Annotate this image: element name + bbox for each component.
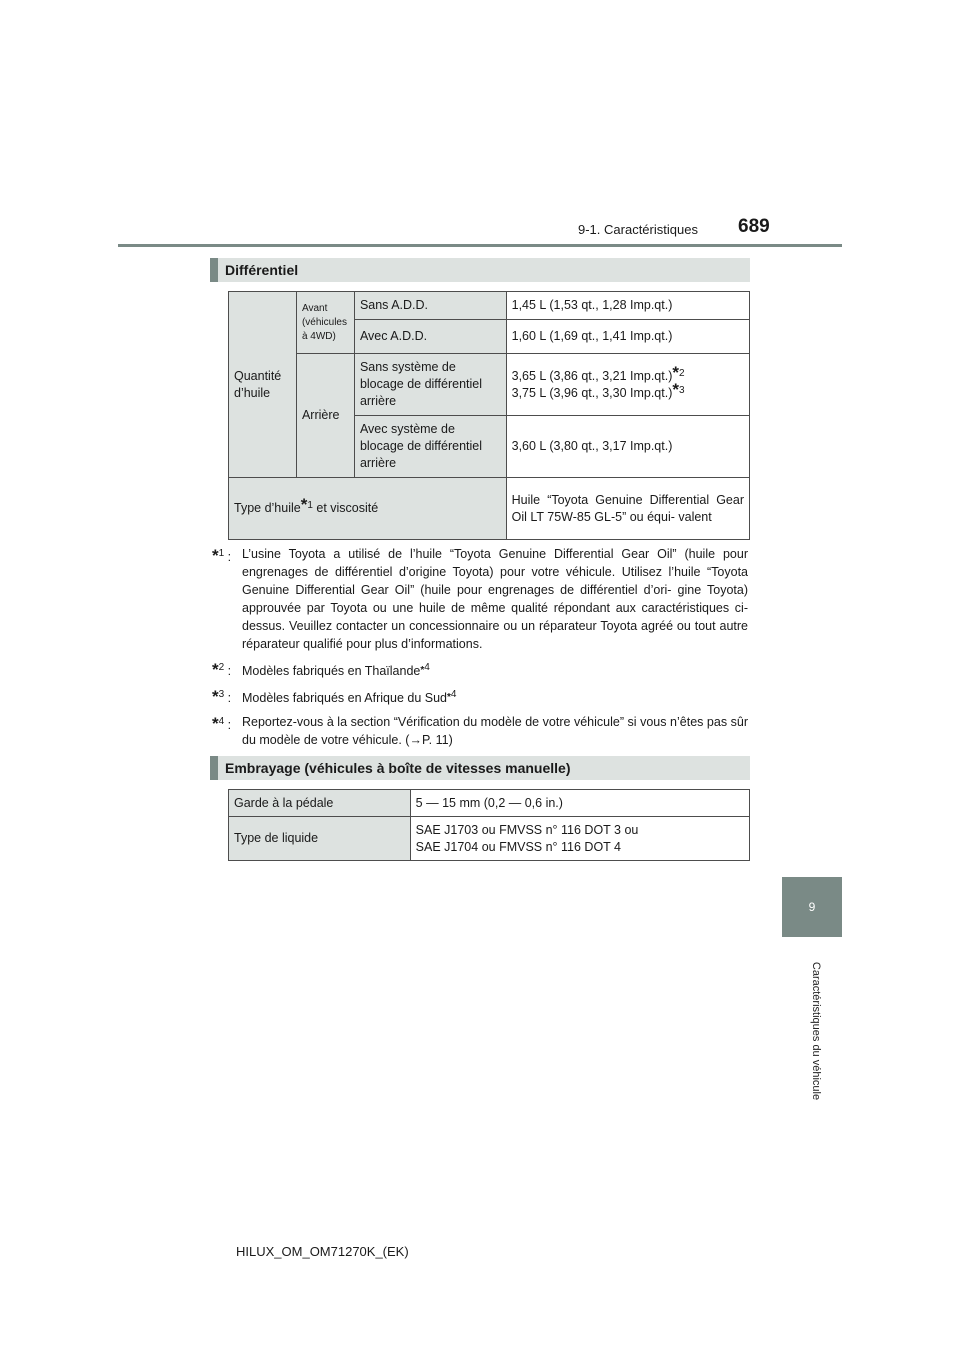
embrayage-table — [228, 789, 750, 861]
asterisk-icon: * — [420, 665, 425, 677]
chapter-tab-label: Caractéristiques du véhicule — [810, 961, 822, 1101]
sans-add-label: Sans A.D.D. — [354, 292, 506, 320]
asterisk-icon: * — [212, 660, 219, 679]
section-label: 9-1. Caractéristiques — [578, 222, 698, 237]
header-divider — [118, 244, 842, 247]
footnote-ref: 1 — [307, 500, 313, 511]
sans-blocage-value — [506, 354, 749, 416]
avec-blocage-label: Avec système de blocage de différentiel arrière — [354, 416, 506, 478]
footnote-4: *$^4$ : Reportez-vous à la section “Vérification du modèle de votre véhicule” si vous n’êtes pas sûr du modèle de votre véhicule. (→P. 11) — [212, 714, 748, 748]
footnote-ref: 3 — [679, 384, 685, 396]
header-accent-bar — [210, 258, 218, 282]
type-huile-label-a: Type d’huile — [234, 501, 301, 515]
sans-blocage-value-1: 3,65 L (3,86 qt., 3,21 Imp.qt.) — [511, 368, 673, 383]
doc-code: HILUX_OM_OM71270K_(EK) — [236, 1244, 409, 1259]
avec-add-value: 1,60 L (1,69 qt., 1,41 Imp.qt.) — [506, 320, 749, 354]
chapter-tab: 9 — [782, 877, 842, 937]
asterisk-icon: * — [672, 379, 679, 399]
sans-add-value: 1,45 L (1,53 qt., 1,28 Imp.qt.) — [506, 292, 749, 320]
differentiel-table — [228, 291, 750, 540]
differentiel-header — [210, 258, 750, 282]
asterisk-icon: * — [212, 714, 219, 734]
type-huile-value: Huile “Toyota Genuine Differential Gear Oil LT 75W-85 GL-5” ou équi- valent — [506, 478, 749, 540]
footnote-3: *$^3$ : Modèles fabriqués en Afrique du Sud$^{*4}$ — [212, 687, 457, 707]
avec-add-label: Avec A.D.D. — [354, 320, 506, 354]
footnotes — [212, 545, 748, 755]
asterisk-icon: * — [672, 362, 679, 382]
type-huile-label-b: et viscosité — [312, 501, 379, 515]
garde-label: Garde à la pédale — [229, 790, 411, 817]
asterisk-icon: * — [212, 546, 219, 565]
differentiel-title: Différentiel — [225, 262, 299, 278]
asterisk-icon: * — [447, 692, 451, 704]
asterisk-icon: * — [212, 687, 219, 707]
quantite-label: Quantité d’huile — [229, 292, 297, 478]
page-number: 689 — [738, 216, 770, 237]
footnote-ref: 2 — [679, 367, 685, 379]
footnote-1: *$^1$ : L’usine Toyota a utilisé de l’huile “Toyota Genuine Differential Gear Oil” (huile pour engrenages de différentiel d’origine Toyota) pour votre véhicule. Utilisez l’huile “Toyota Genuine Differential Gear Oil” (huile pour engrenages de différentiel d’ori- gine Toyota) approuvée par Toyota ou une huile de même qualité répondant aux caractéristiques ci-dessus. Veuillez contacter un concessionnaire ou un réparateur Toyota agréé ou tout autre réparateur qualifié pour plus d’informations. — [212, 546, 748, 651]
embrayage-header — [210, 756, 750, 780]
garde-value: 5 — 15 mm (0,2 — 0,6 in.) — [410, 790, 749, 817]
avant-label: Avant (véhicules à 4WD) — [296, 292, 354, 354]
liquide-label: Type de liquide — [229, 817, 411, 861]
sans-blocage-value-2: 3,75 L (3,96 qt., 3,30 Imp.qt.) — [511, 385, 673, 400]
type-huile-label — [229, 478, 507, 540]
header-accent-bar — [210, 756, 218, 780]
arriere-label: Arrière — [296, 354, 354, 478]
liquide-value: SAE J1703 ou FMVSS n° 116 DOT 3 ou SAE J1704 ou FMVSS n° 116 DOT 4 — [410, 817, 749, 861]
asterisk-icon: * — [300, 495, 308, 514]
avec-blocage-value: 3,60 L (3,80 qt., 3,17 Imp.qt.) — [506, 416, 749, 478]
embrayage-title: Embrayage (véhicules à boîte de vitesses manuelle) — [225, 760, 571, 776]
sans-blocage-label: Sans système de blocage de différentiel arrière — [354, 354, 506, 416]
footnote-2: *$^2$ : Modèles fabriqués en Thaïlande$^{*4}$ — [212, 660, 430, 679]
